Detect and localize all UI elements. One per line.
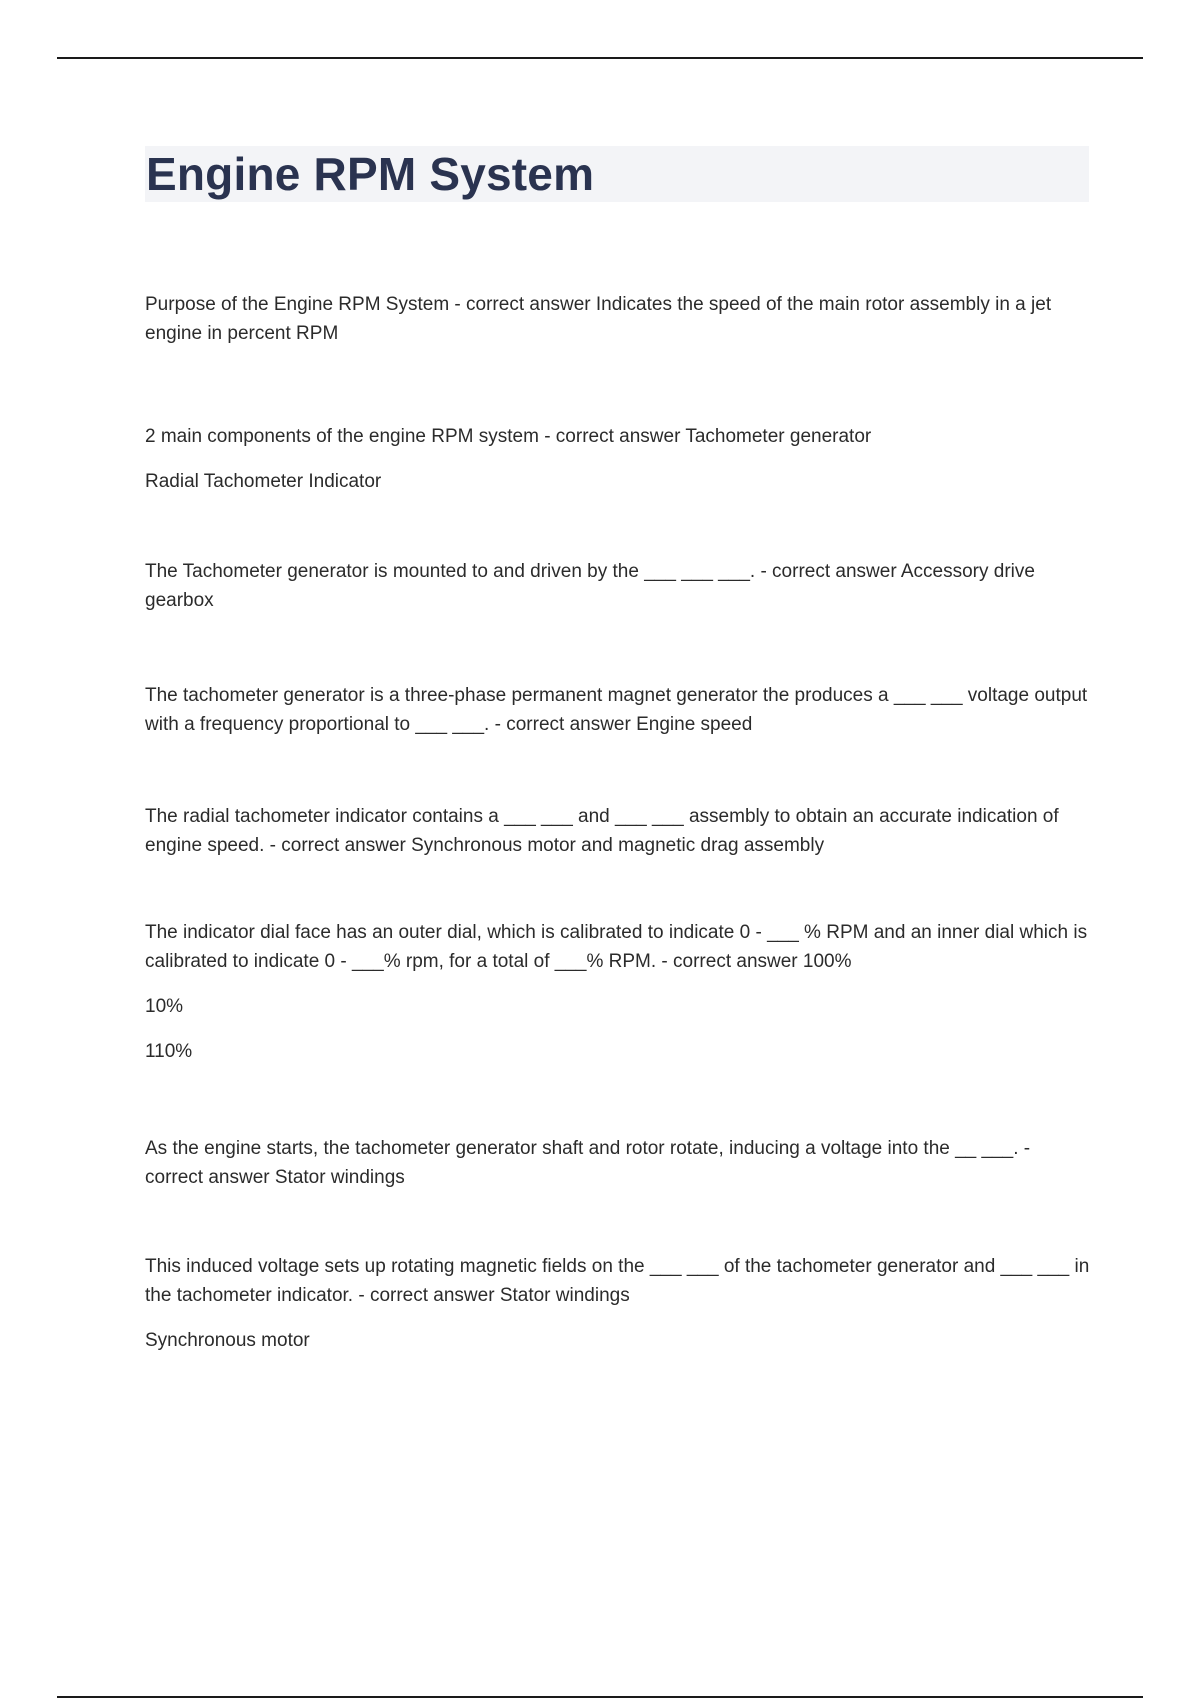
qa-item [145, 681, 1090, 739]
document-body [145, 290, 1090, 1355]
qa-question-answer: The Tachometer generator is mounted to and driven by the ___ ___ ___. - correct answer Accessory drive gearbox [145, 561, 1035, 611]
qa-answer-line: 110% [145, 1041, 193, 1062]
qa-question-answer: This induced voltage sets up rotating magnetic fields on the ___ ___ of the tachometer generator and ___ ___ in the tachometer indicator. - correct answer Stator windings [145, 1256, 1090, 1306]
qa-answer-line: Radial Tachometer Indicator [145, 471, 382, 492]
qa-question-answer: 2 main components of the engine RPM system - correct answer Tachometer generator [145, 426, 872, 447]
qa-question-answer: The indicator dial face has an outer dial, which is calibrated to indicate 0 - ___ % RPM and an inner dial which is calibrated to indicate 0 - ___% rpm, for a total of ___% RPM. - correct answer 100% [145, 922, 1088, 972]
qa-item [145, 290, 1090, 348]
page-title: Engine RPM System [146, 148, 595, 200]
footer-rule [57, 1696, 1143, 1698]
qa-answer-line: Synchronous motor [145, 1330, 310, 1351]
qa-item [145, 1252, 1090, 1355]
header-rule [57, 57, 1143, 59]
qa-item [145, 422, 1090, 496]
qa-question-answer: Purpose of the Engine RPM System - correct answer Indicates the speed of the main rotor assembly in a jet engine in percent RPM [145, 294, 1052, 344]
qa-item [145, 918, 1090, 1066]
qa-question-answer: The radial tachometer indicator contains a ___ ___ and ___ ___ assembly to obtain an accurate indication of engine speed. - correct answer Synchronous motor and magnetic drag assembly [145, 806, 1059, 856]
qa-item [145, 1134, 1090, 1192]
qa-question-answer: As the engine starts, the tachometer generator shaft and rotor rotate, inducing a voltage into the __ ___. - correct answer Stator windings [145, 1138, 1031, 1188]
qa-answer-line: 10% [145, 996, 184, 1017]
qa-item [145, 802, 1090, 860]
qa-question-answer: The tachometer generator is a three-phase permanent magnet generator the produces a ___ ___ voltage output with a frequency proportional to ___ ___. - correct answer Engine speed [145, 685, 1088, 735]
qa-item [145, 557, 1090, 615]
